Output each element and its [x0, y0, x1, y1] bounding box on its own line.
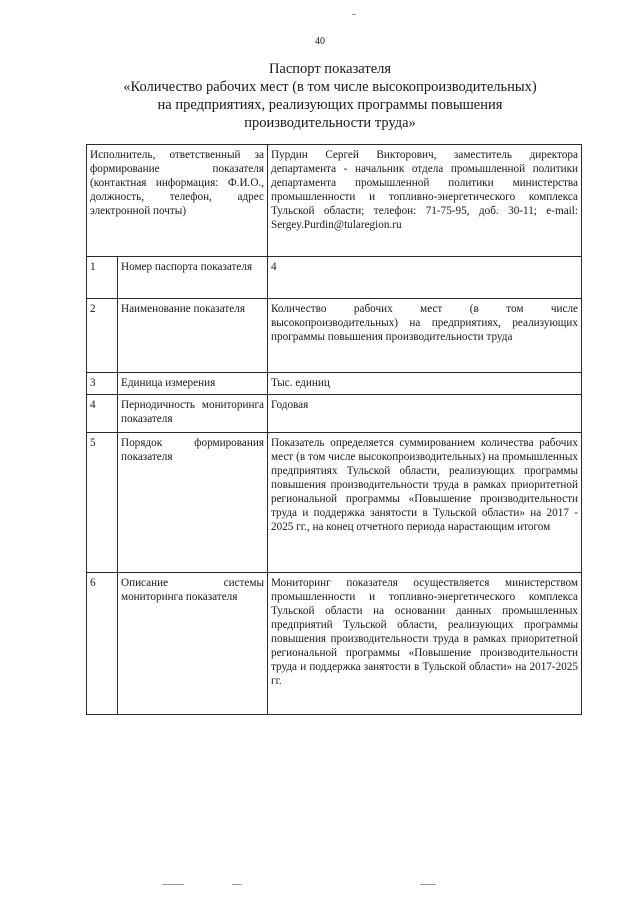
- document-title: [80, 60, 580, 132]
- table-row: [87, 573, 582, 715]
- row-value: Тыс. единиц: [268, 373, 582, 395]
- row-number: 2: [87, 299, 118, 373]
- executor-value-cell: [268, 145, 582, 257]
- row-name: Порядок формирования показателя: [118, 433, 268, 573]
- row-name: Периодичность мониторинга показателя: [118, 395, 268, 433]
- executor-value: Пурдин Сергей Викторович, заместитель директора департамента - начальник отдела промышленной политики департамента промышленной политики министерства промышленности и топливно-энергетического комплекса Тульской области; телефон: 71-75-95, доб. 30-11; e-mail: Sergey.Purdin@tularegion.ru: [271, 149, 578, 231]
- title-line-3: на предприятиях, реализующих программы повышения: [157, 97, 503, 113]
- row-number: 1: [87, 257, 118, 299]
- row-number: 3: [87, 373, 118, 395]
- table-row: [87, 373, 582, 395]
- table-row: [87, 257, 582, 299]
- scan-artifact: [232, 884, 242, 885]
- title-line-2: «Количество рабочих мест (в том числе высокопроизводительных): [123, 79, 537, 95]
- row-value: Количество рабочих мест (в том числе высокопроизводительных) на предприятиях, реализующих программы повышения производительности труда: [268, 299, 582, 373]
- row-number: 6: [87, 573, 118, 715]
- table-row-executor: [87, 145, 582, 257]
- row-name: Номер паспорта показателя: [118, 257, 268, 299]
- row-name: Единица измерения: [118, 373, 268, 395]
- row-value: Годовая: [268, 395, 582, 433]
- title-line-4: производительности труда»: [244, 115, 416, 131]
- table-row: [87, 395, 582, 433]
- row-name: Описание системы мониторинга показателя: [118, 573, 268, 715]
- scan-artifact: [162, 884, 184, 885]
- row-number: 4: [87, 395, 118, 433]
- table-row: [87, 299, 582, 373]
- scan-artifact: [420, 884, 436, 885]
- table-row: [87, 433, 582, 573]
- row-number: 5: [87, 433, 118, 573]
- executor-label-cell: [87, 145, 268, 257]
- scan-artifact: [352, 14, 356, 15]
- row-value: Показатель определяется суммированием количества рабочих мест (в том числе высокопроизводительных) на промышленных предприятиях Тульской области, реализующих программы повышения производительности труда в рамках приоритетной региональной программы «Повышение производительности труда и поддержка занятости в Тульской области» на 2017 - 2025 гг., на конец отчетного периода нарастающим итогом: [268, 433, 582, 573]
- row-name: Наименование показателя: [118, 299, 268, 373]
- indicator-passport-table: [86, 144, 582, 715]
- row-value: 4: [268, 257, 582, 299]
- page-number: 40: [315, 36, 325, 47]
- title-line-1: Паспорт показателя: [268, 61, 392, 77]
- row-value: Мониторинг показателя осуществляется министерством промышленности и топливно-энергетического комплекса Тульской области на основании данных промышленных предприятий Тульской области, реализующих программы повышения производительности труда в рамках приоритетной региональной программы «Повышение производительности труда и поддержка занятости в Тульской области» на 2017-2025 гг.: [268, 573, 582, 715]
- executor-label: Исполнитель, ответственный за формирование показателя (контактная информация: Ф.И.О., должность, телефон, адрес электронной почты): [90, 149, 264, 217]
